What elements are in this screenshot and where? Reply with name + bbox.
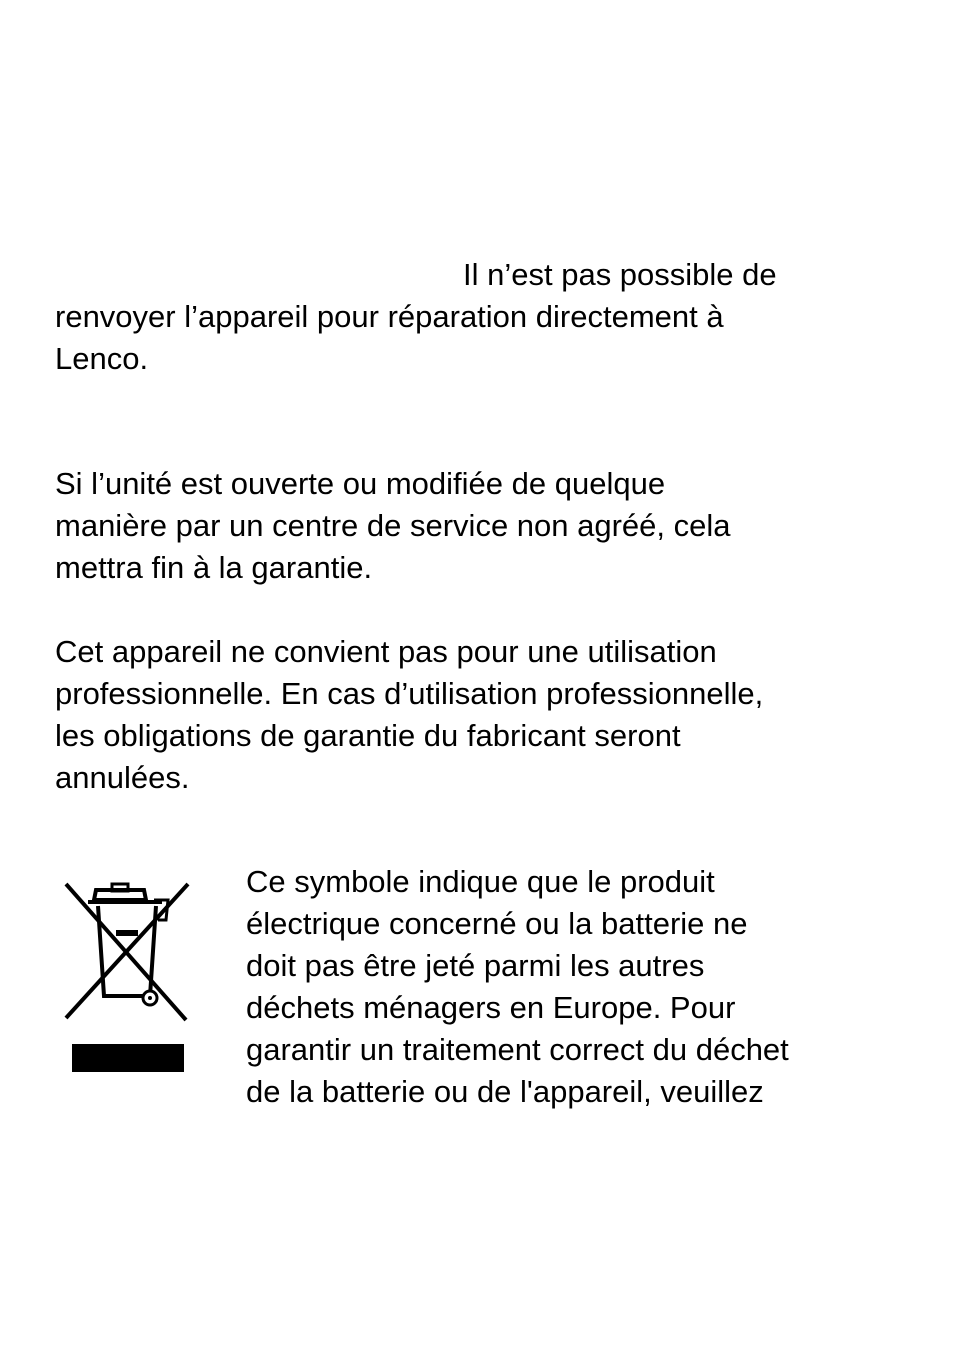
weee-line-2: électrique concerné ou la batterie ne xyxy=(246,906,748,941)
professional-line-4: annulées. xyxy=(55,760,190,795)
weee-line-4: déchets ménagers en Europe. Pour xyxy=(246,990,736,1025)
professional-line-3: les obligations de garantie du fabricant seront xyxy=(55,718,681,753)
opening-line-3: mettra fin à la garantie. xyxy=(55,550,373,585)
crossed-out-wheelie-bin-icon xyxy=(58,878,194,1078)
weee-line-5: garantir un traitement correct du déchet xyxy=(246,1032,789,1067)
opening-line-1: Si l’unité est ouverte ou modifiée de quelque xyxy=(55,466,666,501)
professional-line-2: professionnelle. En cas d’utilisation professionnelle, xyxy=(55,676,764,711)
professional-line-1: Cet appareil ne convient pas pour une utilisation xyxy=(55,634,717,669)
weee-line-6: de la batterie ou de l'appareil, veuillez xyxy=(246,1074,764,1109)
opening-line-2: manière par un centre de service non agréé, cela xyxy=(55,508,731,543)
weee-line-1: Ce symbole indique que le produit xyxy=(246,864,715,899)
weee-line-3: doit pas être jeté parmi les autres xyxy=(246,948,705,983)
repair-line-2: renvoyer l’appareil pour réparation directement à xyxy=(55,299,724,334)
repair-line-1: Il n’est pas possible de xyxy=(463,257,777,292)
repair-line-3: Lenco. xyxy=(55,341,149,376)
